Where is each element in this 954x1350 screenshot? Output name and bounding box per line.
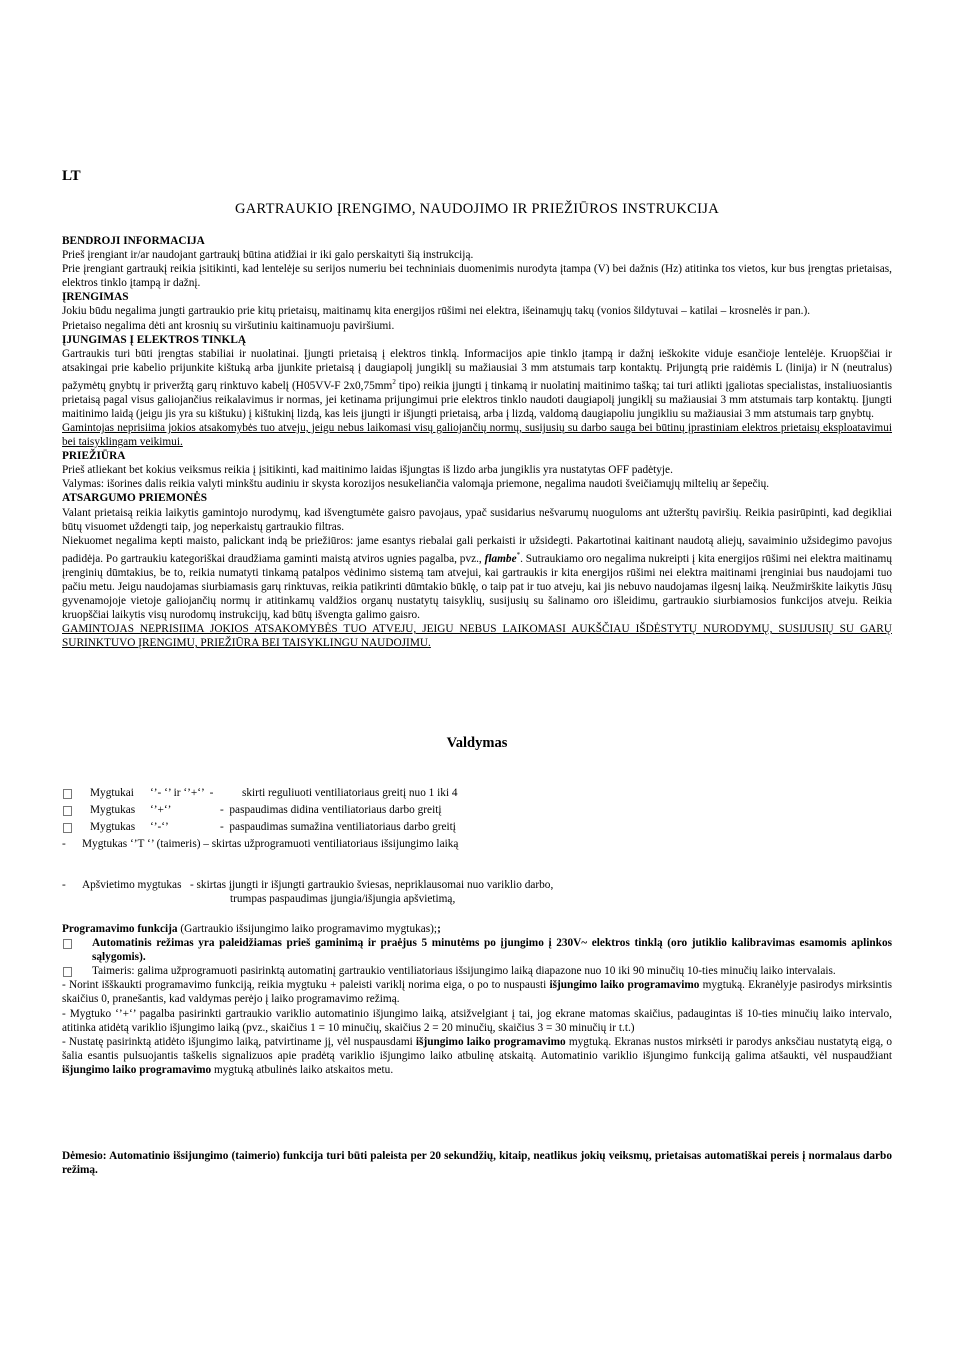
- item-desc: - paspaudimas didina ventiliatoriaus darbo greitį: [220, 804, 442, 816]
- text: - Norint išškaukti programavimo funkciją, reikia mygtuku + paleisti variklį norima eiga, o po to nuspausti: [62, 979, 550, 992]
- heading-care: PRIEŽIŪRA: [62, 450, 126, 463]
- language-code: LT: [62, 168, 81, 184]
- emphasis: flambe: [484, 552, 517, 565]
- list-item: [62, 802, 892, 819]
- dash-bullet: -: [62, 838, 66, 850]
- paragraph: [62, 534, 892, 622]
- light-line: [62, 878, 892, 892]
- light-line: trumpas paspaudimas įjungia/išjungia apšvietimą,: [230, 893, 456, 905]
- item-keys: ‘’-‘’: [150, 821, 169, 833]
- step: [62, 1035, 892, 1077]
- item-label: Mygtukas: [90, 804, 136, 816]
- text: tipo) reikia įjungti į tinkamą ir nuolatinį maitinimo tašką; tai turi atlikti įgaliotas specialistas, instaliuosiantis prietaisą pagal visus galiojančius reikalavimus ir normas, jei ketinama prijungimui prie elektros tinklo naudoti daugiapolį jungiklį su mažiausiai 3 mm atstumais tarp kontaktų. Įjungti maitinimo laidą (jeigu jis yra su kištuku) į kištukinį lizdą, kas leis įjungti ir išjungti prietaisą, arba į lizdą, valdomą daugiapoliu jungikliu su mažiausiai 3 mm atstumais tarp gnybtų.: [62, 379, 892, 420]
- list-item: [62, 936, 892, 964]
- checkbox-icon: [63, 789, 72, 799]
- item-keys: ‘’- ‘’ ir ‘’+‘’ -: [150, 787, 214, 799]
- paragraph: Jokiu būdu negalima jungti gartraukio prie kitų prietaisų, maitinamų kita energijos rūšimi nei elektra, išeinamųjų takų (vonios šildytuvai – katilai – krosnelės ir pan.).: [62, 305, 811, 318]
- text: Apšvietimo mygtukas - skirtas įjungti ir išjungti gartraukio šviesas, nepriklausomai nuo variklio darbo,: [82, 879, 554, 891]
- text: (Gartraukio išsijungimo laiko programavimo mygtukas);: [177, 923, 438, 935]
- text: mygtuką atbulinės laiko atskaitos metu.: [211, 1063, 394, 1076]
- item-label: Mygtukai: [90, 787, 134, 799]
- warning-paragraph: GAMINTOJAS NEPRISIIMA JOKIOS ATSAKOMYBĖS TUO ATVEJU, JEIGU NEBUS LAIKOMASI AUKŠČIAU IŠDĖSTYTŲ NURODYMŲ, SUSIJUSIŲ SU GARŲ SURINKTUVO ĮRENGIMU, PRIEŽIŪRA BEI TAISYKLINGU NAUDOJIMU.: [62, 623, 892, 650]
- heading-general: BENDROJI INFORMACIJA: [62, 235, 205, 247]
- item-text: Automatinis režimas yra paleidžiamas prieš gaminimą ir praėjus 5 minutėms po įjungimo į 230V~ elektros tinklą (oro jutiklio kalibravimas esamomis aplinkos sąlygomis).: [92, 937, 892, 964]
- programming-heading: Programavimo funkcija (Gartraukio išsijungimo laiko programavimo mygtukas);;: [62, 923, 441, 935]
- programming-section: [62, 922, 892, 1077]
- text: išjungimo laiko programavimo: [62, 1063, 212, 1076]
- controls-heading: Valdymas: [446, 735, 508, 751]
- paragraph: Valymas: išorines dalis reikia valyti minkštu audiniu ir skysta korozijos nesukeliančia valomąja priemone, negalima naudoti šveičiamųjų miltelių ar šepečių.: [62, 478, 770, 491]
- heading-install: ĮRENGIMAS: [62, 291, 129, 304]
- instructions-body: [62, 234, 892, 650]
- page-title: GARTRAUKIO ĮRENGIMO, NAUDOJIMO IR PRIEŽIŪROS INSTRUKCIJA: [235, 201, 719, 217]
- item-desc: - paspaudimas sumažina ventiliatoriaus darbo greitį: [220, 821, 456, 833]
- item-text: Taimeris: galima užprogramuoti pasirinktą automatinį gartraukio ventiliatoriaus išsijungimo laiką diapazone nuo 10 iki 90 minučių 10-ties minučių laiko intervalais.: [92, 965, 836, 978]
- light-button-info: [62, 878, 892, 906]
- checkbox-icon: [63, 823, 72, 833]
- heading-caution: ATSARGUMO PRIEMONĖS: [62, 492, 208, 505]
- attention-note: Dėmesio: Automatinio išsijungimo (taimerio) funkcija turi būti paleista per 20 sekundžių, kitaip, neatlikus jokių veiksmų, prietaisas automatiškai pereis į normalaus darbo režimą.: [62, 1150, 892, 1177]
- item-desc: skirti reguliuoti ventiliatoriaus greitį nuo 1 iki 4: [242, 787, 458, 799]
- paragraph: [62, 347, 892, 421]
- text: Gartraukis turi būti įrengtas stabiliai ir nuolatinai. Įjungti prietaisą į elektros tinklą. Informacijos apie tinklo įtampą ir dažnį ieškokite viduje esančioje lentelėje. Kruopščiai ir atsakingai prie kabelio prijunkite kištuką arba įjunkite prietaisą į daugiapolį jungiklį su mažiausiai 3 mm atstumais tarp kontaktų. Prijungtą prie raidėmis L (linija) ir N (neutralus) pažymėtų gnybtų ir priveržtą garų rinktuvo kabelį (H05VV-F 2x0,75mm: [62, 347, 892, 392]
- checkbox-icon: [63, 806, 72, 816]
- item-label: Mygtukas: [90, 821, 136, 833]
- checkbox-icon: [63, 939, 72, 949]
- text: Niekuomet negalima kepti maisto, palickant indą be priežiūros: jame esantys riebalai gali perkaisti ir užsidegti. Pakartotinai kaitinant naudotą aliejų, savaiminio užsidegimo pavojus padidėja. Po gartraukiu kategoriškai draudžiama gaminti maistą atviros ugnies pagalba, pvz.,: [62, 534, 892, 565]
- item-keys: ‘’+‘’: [150, 804, 172, 816]
- superscript: *: [516, 550, 521, 559]
- text: - Nustatę pasirinktą atidėto išjungimo laiką, patvirtiname jį, vėl nuspausdami: [62, 1035, 416, 1048]
- paragraph: Prieš atliekant bet kokius veiksmus reikia į įsitikinti, kad maitinimo laidas išjungtas iš lizdo arba jungiklis yra nustatytas OFF padėtyje.: [62, 464, 673, 477]
- heading-electrical: ĮJUNGIMAS Į ELEKTROS TINKLĄ: [62, 333, 247, 346]
- paragraph: Valant prietaisą reikia laikytis gamintojo nurodymų, kad išvengtumėte gaisro pavojaus, ypač susidarius nešvarumų nuoguloms ant užterštų paviršių. Reikia pasirūpinti, kad degikliai būtų visuomet uždengti taip, jog neperkaistų gartraukio filtras.: [62, 506, 892, 533]
- checkbox-icon: [63, 967, 72, 977]
- step: - Mygtuko ‘’+‘’ pagalba pasirinkti gartraukio variklio automatinio išjungimo laiką, atsižvelgiant į tai, jog ekrane matomas skaičius, padaugintas iš 10-ties minučių laiko intervalo, atitinka atidėtą variklio išjungimo laiką (pvz., skaičius 1 = 10 minučių, skaičius 2 = 20 minučių, skaičius 3 = 30 minučių ir t.t.): [62, 1007, 892, 1034]
- paragraph: Prieš įrengiant ir/ar naudojant gartraukį būtina atidžiai ir iki galo perskaityti šią instrukciją.: [62, 249, 474, 262]
- text: mygtuką. Ekranėlyje pasirodys mirksintis skaičius 0, pranešantis, kad valdymas perėjo į laiko programavimo režimą.: [62, 979, 893, 1006]
- text: Programavimo funkcija: [62, 923, 178, 935]
- list-item: [62, 964, 892, 978]
- superscript: 2: [392, 377, 396, 386]
- dash-bullet: -: [62, 879, 66, 891]
- text: išjungimo laiko programavimo: [549, 979, 700, 992]
- item-desc: Mygtukas ‘’T ‘’ (taimeris) – skirtas užprogramuoti ventiliatoriaus išsijungimo laiką: [82, 838, 459, 850]
- warning-paragraph: Gamintojas neprisiima jokios atsakomybės tuo atveju, jeigu nebus laikomasi visų galiojančių normų, susijusių su darbo sauga bei būtinų įprastiniam elektros prietaisų eksploatavimui bei taisyklingam veikimui.: [62, 421, 892, 449]
- paragraph: Prietaiso negalima dėti ant krosnių su viršutiniu kaitinamuoju paviršiumi.: [62, 319, 395, 332]
- list-item: [62, 836, 892, 853]
- text: mygtuką. Ekranas nustos mirksėti ir parodys anksčiau nustatytą eigą, o šalia esantis pulsuojantis taškelis signalizuos apie pradėtą variklio išjungimo laiko atbulinę atskaitą. Automatinio variklio išjungimo funkciją galima atšaukti, vėl nuspaudžiant: [62, 1035, 893, 1062]
- text: . Sutraukiamo oro negalima nukreipti į kita energijos rūšimi nei elektra maitinamų įrenginių dūmtakius, be to, reikia numatyti tinkamą patalpos vėdinimo sistemą tam atvejui, kai gartraukis ir kita energijos rūšimi nei elektra maitinami įrenginiai bus naudojami tuo pačiu metu. Jeigu naudojamas siurbiamasis garų rinktuvas, reikia patikrinti dūmtakio būklę, o taip pat ir tuo atveju, kai jis nebuvo naudojamas ilgesnį laiką. Neužmirškite laikytis Jūsų gyvenamojoje vietoje galiojančių normų ir atitinkamų valdžios organų nustatytų taisyklių, susijusių su šalinamo oro išleidimu, gartraukio siurbiamosios funkcijos atveju. Reikia kruopščiai laikytis visų nurodomų instrukcijų, kad būtų išvengta galimo gaisro.: [62, 552, 892, 621]
- list-item: [62, 785, 892, 802]
- text: išjungimo laiko programavimo: [415, 1035, 566, 1048]
- controls-list: [62, 785, 892, 853]
- list-item: [62, 819, 892, 836]
- step: [62, 978, 892, 1006]
- paragraph: Prie įrengiant gartraukį reikia įsitikinti, kad lentelėje su serijos numeriu bei techniniais duomenimis nurodyta įtampa (V) bei dažnis (Hz) atitinka tos vietos, kur bus įrengtas prietaisas, elektros tinklo įtampą ir dažnį.: [62, 263, 892, 290]
